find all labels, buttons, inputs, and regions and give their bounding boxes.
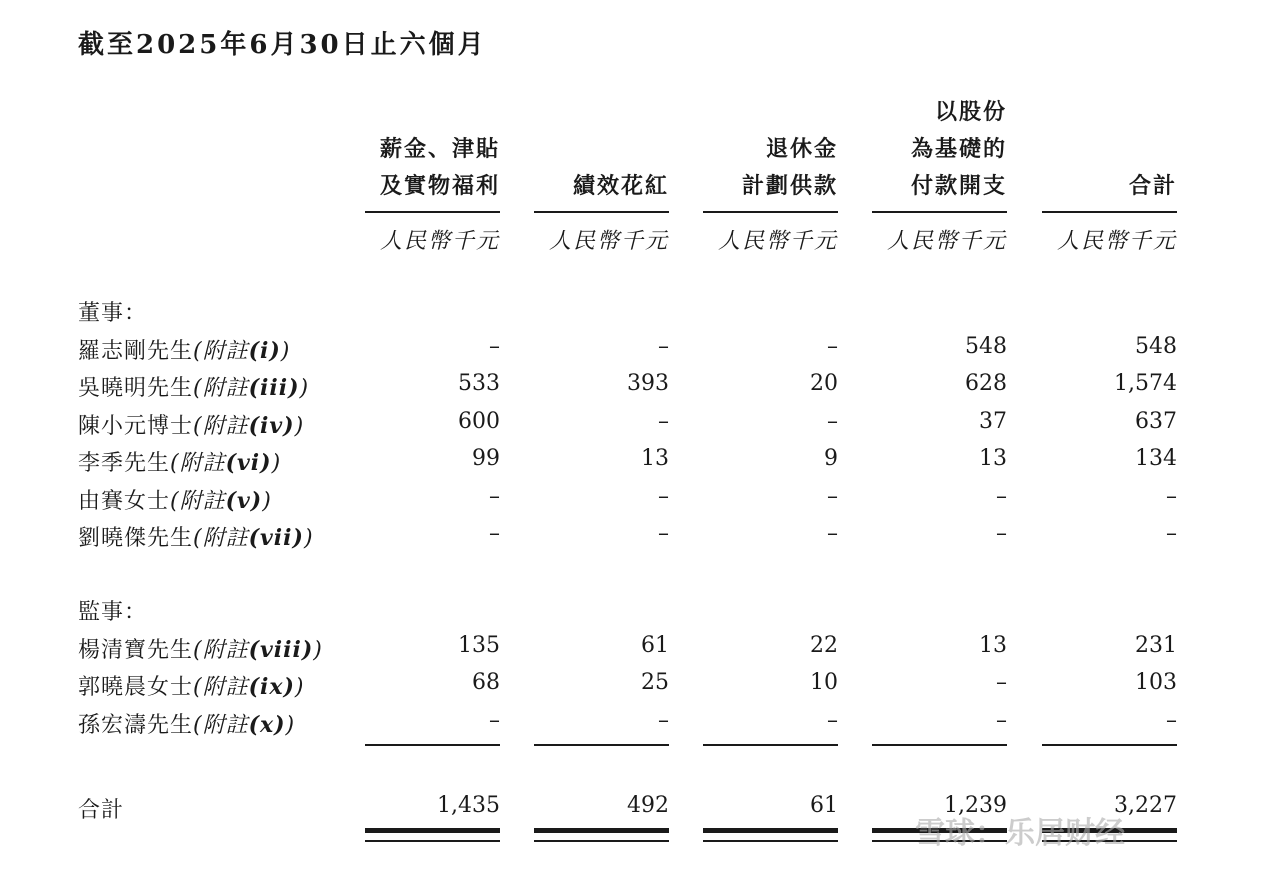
cell-value: 600 <box>458 409 500 434</box>
cell-value: – <box>658 484 669 509</box>
note-suffix: ) <box>285 713 296 738</box>
person-name: 由賽女士 <box>78 489 171 514</box>
person-name: 孫宏濤先生 <box>78 713 194 738</box>
column-header-line: 以股份 <box>934 99 1007 125</box>
row-label <box>78 334 290 365</box>
note-number: (vi) <box>225 450 272 476</box>
cell-value: – <box>996 521 1007 546</box>
column-header-line: 績效花紅 <box>572 173 669 199</box>
column-header-line: 退休金 <box>765 136 838 162</box>
cell-value: 13 <box>641 446 669 471</box>
row-label <box>78 446 281 477</box>
cell-value: – <box>1166 708 1177 733</box>
table-title: 截至2025年6月30日止六個月 <box>78 30 487 60</box>
cell-value: – <box>489 708 500 733</box>
row-label <box>78 708 295 739</box>
cell-value: 548 <box>1135 334 1177 359</box>
cell-value: 22 <box>810 633 838 658</box>
person-name: 羅志剛先生 <box>78 339 194 364</box>
column-header-line: 薪金、津貼 <box>379 136 500 162</box>
note-suffix: ) <box>280 339 291 364</box>
total-value: 1,239 <box>944 793 1007 818</box>
note-suffix: ) <box>299 376 310 401</box>
note-prefix: (附註 <box>170 489 226 514</box>
note-prefix: (附註 <box>193 713 249 738</box>
total-value: 61 <box>810 793 838 818</box>
person-name: 劉曉傑先生 <box>78 526 194 551</box>
note-number: (v) <box>225 488 263 514</box>
cell-value: 1,574 <box>1114 371 1177 396</box>
section-heading: 監事： <box>78 600 148 625</box>
column-header-line: 付款開支 <box>910 173 1007 199</box>
cell-value: 61 <box>641 633 669 658</box>
column-unit: 人民幣千元 <box>886 229 1007 254</box>
person-name: 李季先生 <box>78 451 171 476</box>
note-prefix: (附註 <box>193 675 249 700</box>
column-header-rule <box>703 211 838 213</box>
note-prefix: (附註 <box>193 376 249 401</box>
row-label <box>78 371 309 402</box>
note-suffix: ) <box>313 638 323 663</box>
note-number: (ix) <box>248 674 295 700</box>
note-prefix: (附註 <box>193 638 249 663</box>
cell-value: 10 <box>810 670 838 695</box>
section-heading: 董事： <box>78 301 148 326</box>
cell-value: 135 <box>458 633 500 658</box>
cell-value: 637 <box>1135 409 1177 434</box>
column-header-line: 為基礎的 <box>910 136 1007 162</box>
note-number: (viii) <box>248 637 314 663</box>
cell-value: – <box>827 521 838 546</box>
column-unit: 人民幣千元 <box>1056 229 1177 254</box>
cell-value: – <box>827 484 838 509</box>
note-suffix: ) <box>271 451 282 476</box>
total-double-rule-thick <box>365 828 500 833</box>
cell-value: 13 <box>979 446 1007 471</box>
total-value: 1,435 <box>437 793 500 818</box>
cell-value: 25 <box>641 670 669 695</box>
cell-value: 20 <box>810 371 838 396</box>
note-prefix: (附註 <box>193 414 249 439</box>
cell-value: 68 <box>472 670 500 695</box>
column-header-line: 及實物福利 <box>379 173 500 199</box>
column-header-rule <box>365 211 500 213</box>
cell-value: – <box>1166 521 1177 546</box>
column-header-line: 合計 <box>1128 173 1177 199</box>
note-number: (x) <box>248 712 286 738</box>
note-number: (iv) <box>248 413 295 439</box>
subtotal-rule <box>534 744 669 746</box>
cell-value: – <box>827 334 838 359</box>
cell-value: – <box>827 409 838 434</box>
total-double-rule-thin <box>534 840 669 842</box>
cell-value: 231 <box>1135 633 1177 658</box>
note-prefix: (附註 <box>193 339 249 364</box>
cell-value: 628 <box>965 371 1007 396</box>
cell-value: – <box>827 708 838 733</box>
column-unit: 人民幣千元 <box>379 229 500 254</box>
cell-value: 103 <box>1135 670 1177 695</box>
note-number: (vii) <box>248 525 304 551</box>
cell-value: 134 <box>1135 446 1177 471</box>
cell-value: – <box>996 708 1007 733</box>
cell-value: 9 <box>824 446 838 471</box>
cell-value: – <box>658 409 669 434</box>
note-number: (iii) <box>248 375 300 401</box>
cell-value: – <box>996 670 1007 695</box>
cell-value: 99 <box>472 446 500 471</box>
cell-value: 548 <box>965 334 1007 359</box>
total-value: 492 <box>627 793 669 818</box>
row-label <box>78 521 314 552</box>
total-label: 合計 <box>78 798 125 823</box>
total-double-rule-thin <box>365 840 500 842</box>
column-header-rule <box>872 211 1007 213</box>
row-label <box>78 409 304 440</box>
cell-value: – <box>658 708 669 733</box>
column-unit: 人民幣千元 <box>717 229 838 254</box>
total-value: 3,227 <box>1114 793 1177 818</box>
person-name: 陳小元博士 <box>78 414 194 439</box>
total-double-rule-thin <box>703 840 838 842</box>
total-double-rule-thick <box>703 828 838 833</box>
cell-value: – <box>489 334 500 359</box>
cell-value: 13 <box>979 633 1007 658</box>
cell-value: 37 <box>979 409 1007 434</box>
subtotal-rule <box>365 744 500 746</box>
row-label <box>78 484 272 515</box>
person-name: 楊清寶先生 <box>78 638 194 663</box>
cell-value: – <box>489 521 500 546</box>
person-name: 郭曉晨女士 <box>78 675 194 700</box>
subtotal-rule <box>1042 744 1177 746</box>
watermark: 雪球：乐居财经 <box>915 816 1125 851</box>
note-suffix: ) <box>294 414 305 439</box>
cell-value: 533 <box>458 371 500 396</box>
note-suffix: ) <box>294 675 305 700</box>
note-suffix: ) <box>303 526 314 551</box>
column-header-line: 計劃供款 <box>741 173 838 199</box>
column-unit: 人民幣千元 <box>548 229 669 254</box>
subtotal-rule <box>872 744 1007 746</box>
note-prefix: (附註 <box>193 526 249 551</box>
note-prefix: (附註 <box>170 451 226 476</box>
cell-value: – <box>996 484 1007 509</box>
cell-value: 393 <box>627 371 669 396</box>
row-label <box>78 633 323 664</box>
cell-value: – <box>658 521 669 546</box>
subtotal-rule <box>703 744 838 746</box>
cell-value: – <box>1166 484 1177 509</box>
person-name: 吳曉明先生 <box>78 376 194 401</box>
note-suffix: ) <box>262 489 272 514</box>
cell-value: – <box>489 484 500 509</box>
cell-value: – <box>658 334 669 359</box>
total-double-rule-thick <box>534 828 669 833</box>
row-label <box>78 670 305 701</box>
note-number: (i) <box>248 338 281 364</box>
column-header-rule <box>534 211 669 213</box>
column-header-rule <box>1042 211 1177 213</box>
